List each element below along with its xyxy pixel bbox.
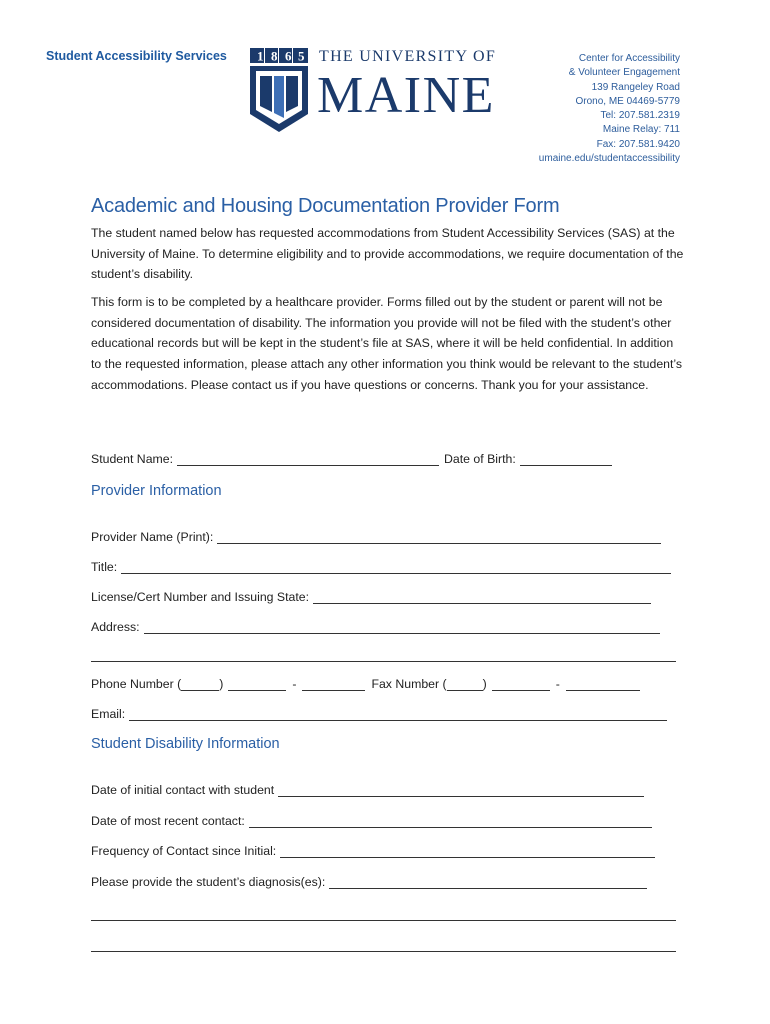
fax-area-code-field[interactable] [447,677,483,691]
fax-label: Fax Number ( [371,677,447,691]
frequency-field[interactable] [280,844,655,858]
disability-section-heading: Student Disability Information [91,736,280,752]
address-line: Maine Relay: 711 [602,124,680,136]
website-link[interactable]: umaine.edu/studentaccessibility [538,153,680,165]
fax-line-field[interactable] [566,677,640,691]
student-name-field[interactable] [177,452,439,466]
diagnosis-line-3[interactable] [91,951,676,952]
provider-name-field[interactable] [217,530,661,544]
email-label: Email: [91,707,126,721]
provider-address-line-2[interactable] [91,661,676,662]
address-line: Fax: 207.581.9420 [596,138,680,150]
logo-year-digit: 5 [298,48,305,64]
address-line: Center for Accessibility [578,53,680,64]
university-logo [248,44,528,136]
address-line: 139 Rangeley Road [591,81,680,93]
address-line: Orono, ME 04469-5779 [575,95,680,107]
email-row [91,707,667,721]
form-title: Academic and Housing Documentation Provider Form [91,195,560,217]
provider-address-field[interactable] [144,620,660,634]
recent-contact-label: Date of most recent contact: [91,814,245,828]
provider-title-row [91,560,671,574]
license-field[interactable] [313,590,651,604]
logo-line-university: THE UNIVERSITY OF [319,48,497,65]
provider-title-label: Title: [91,560,118,574]
phone-area-code-field[interactable] [181,677,219,691]
address-line: & Volunteer Engagement [568,67,680,79]
recent-contact-field[interactable] [249,814,652,828]
phone-prefix-field[interactable] [228,677,286,691]
diagnosis-row [91,875,647,889]
license-row [91,590,651,604]
logo-year-digit: 1 [257,48,264,64]
provider-section-heading: Provider Information [91,483,222,499]
diagnosis-label: Please provide the student’s diagnosis(es): [91,875,326,889]
initial-contact-row [91,783,644,797]
provider-name-row [91,530,661,544]
fax-paren-close: ) [482,677,487,691]
initial-contact-field[interactable] [278,783,644,797]
student-row [91,452,612,466]
frequency-label: Frequency of Contact since Initial: [91,844,277,858]
diagnosis-line-2[interactable] [91,920,676,921]
phone-line-field[interactable] [302,677,365,691]
diagnosis-field[interactable] [329,875,647,889]
logo-line-maine: MAINE [317,67,495,124]
logo-year-boxes [250,48,308,64]
student-name-label: Student Name: [91,452,174,466]
phone-dash: - [292,677,297,691]
instructions-paragraph: This form is to be completed by a healthcare provider. Forms filled out by the student or parent will not be considered documentation of disability. The information you provide will not be filed with the student’s other educational records but will be kept in the student’s file at SAS, where it will be held confidential. In addition to the requested information, please attach any other information you think would be relevant to the student’s accommodations. Please contact us if you have questions or concerns. Thank you for your assistance. [91,295,683,392]
provider-address-label: Address: [91,620,140,634]
dob-field[interactable] [520,452,612,466]
phone-label: Phone Number ( [91,677,182,691]
recent-contact-row [91,814,652,828]
address-line: Tel: 207.581.2319 [600,110,680,122]
logo-year-digit: 6 [285,48,292,64]
email-field[interactable] [129,707,667,721]
logo-shield-icon [250,66,308,132]
department-name: Student Accessibility Services [46,49,227,63]
intro-paragraph: The student named below has requested accommodations from Student Accessibility Services (SAS) at the University of Maine. To determine eligibility and to provide accommodations, we require documentation of the student’s disability. [91,226,684,282]
fax-prefix-field[interactable] [492,677,550,691]
contact-address-block [539,52,680,166]
phone-fax-row [91,677,640,691]
dob-label: Date of Birth: [444,452,516,466]
provider-title-field[interactable] [121,560,671,574]
provider-name-label: Provider Name (Print): [91,530,214,544]
logo-year-digit: 8 [271,48,278,64]
frequency-row [91,844,655,858]
fax-dash: - [555,677,560,691]
phone-paren-close: ) [219,677,224,691]
address-row [91,620,660,634]
license-label: License/Cert Number and Issuing State: [91,590,310,604]
initial-contact-label: Date of initial contact with student [91,783,275,797]
